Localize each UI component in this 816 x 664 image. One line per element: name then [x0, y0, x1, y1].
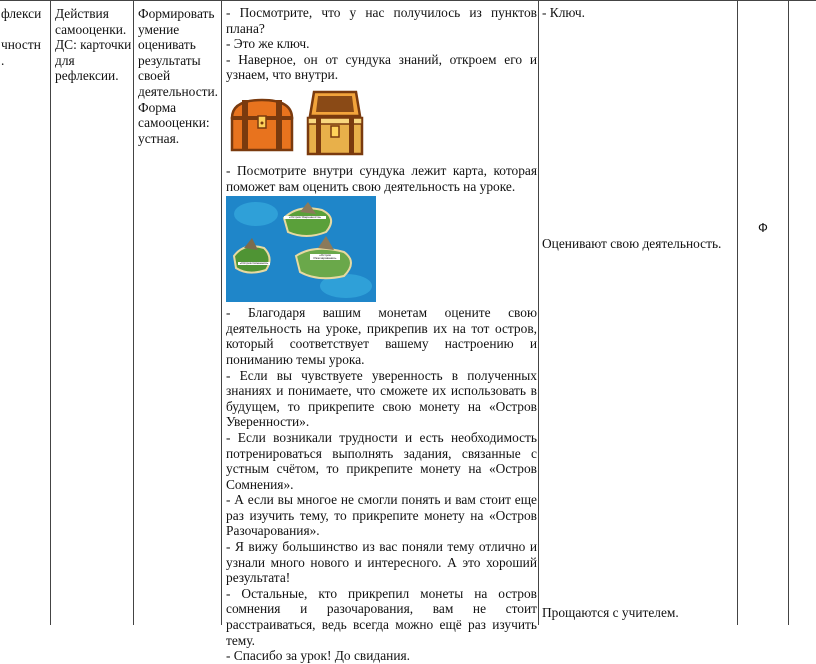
uud-text: ДС: карточки [55, 37, 132, 53]
map-icon [226, 196, 376, 302]
teacher-paragraph: - Остальные, кто прикрепил монеты на остров сомнения и разочарования, вам не стоит расстраиваться, ведь всегда можно ещё раз изучить тему. [226, 585, 537, 648]
table-top-border [0, 0, 816, 1]
uud-text: для [55, 52, 75, 68]
teacher-paragraph: - Посмотрите внутри сундука лежит карта, которая поможет вам оценить свою деятельность на уроке. [226, 162, 537, 194]
teacher-paragraph: - Если вы чувствуете уверенность в полученных знаниях и понимаете, что сможете их использовать в будущем, то прикрепите свою монету на «Остров Уверенности». [226, 367, 537, 430]
teacher-activity-column [226, 5, 537, 664]
teacher-paragraph: - Благодаря вашим монетам оцените свою деятельность на уроке, прикрепив их на тот остров, который соответствует вашему настроению и пониманию темы урока. [226, 305, 537, 367]
teacher-paragraph: - Я вижу большинство из вас поняли тему отлично и узнали много нового и интересного. А это хороший результата! [226, 539, 537, 586]
teacher-paragraph: - Это же ключ. [226, 36, 310, 52]
island-label: «Остров Уверенности» [284, 216, 326, 219]
form-column [740, 220, 786, 236]
goals-text: Формировать [138, 6, 215, 21]
goals-text: своей [138, 68, 171, 84]
stage-text: чностн [1, 37, 41, 53]
goals-text: устная. [138, 130, 180, 146]
student-text: Прощаются с учителем. [542, 605, 679, 620]
goals-text: деятельности. [138, 83, 219, 99]
teacher-paragraph: - Спасибо за урок! До свидания. [226, 648, 410, 664]
stage-text: . [1, 52, 5, 68]
goals-text: умение [138, 21, 180, 37]
teacher-paragraph: - Наверное, он от сундука знаний, откроем его и узнаем, что внутри. [226, 51, 537, 83]
stage-column [1, 6, 45, 68]
goals-column [138, 6, 218, 146]
closed-chest-icon [228, 96, 296, 154]
student-text: Оценивают свою деятельность. [542, 236, 722, 251]
open-chest-icon [304, 88, 366, 158]
column-divider [50, 0, 51, 625]
goals-text: самооценки: [138, 115, 210, 131]
chests-image [226, 86, 537, 160]
uud-text: Действия [55, 6, 109, 21]
form-letter: Ф [758, 220, 768, 235]
goals-text: оценивать [138, 37, 196, 53]
stage-text [1, 22, 45, 38]
column-divider [221, 0, 222, 625]
student-text: - Ключ. [542, 5, 585, 20]
teacher-paragraph: - Посмотрите, что у нас получилось из пунктов плана? [226, 5, 537, 36]
student-activity-column [542, 5, 732, 625]
column-divider [538, 0, 539, 625]
island-label: «Остров Сомнения» [239, 261, 269, 266]
island-label: «Остров Разочарования» [310, 254, 340, 260]
goals-text: результаты [138, 52, 201, 68]
goals-text: Форма [138, 99, 177, 115]
column-divider [737, 0, 738, 625]
teacher-paragraph: - Если возникали трудности и есть необходимость потренироваться выполнять задания, связанные с устным счётом, то прикрепите монету на «Остров Сомнения». [226, 429, 537, 492]
islands-map-image [226, 196, 376, 302]
uud-column [55, 6, 133, 84]
column-divider [788, 0, 789, 625]
stage-text: флекси [1, 6, 42, 21]
column-divider [133, 0, 134, 625]
uud-text: самооценки. [55, 21, 127, 37]
uud-text: рефлексии. [55, 68, 119, 84]
teacher-paragraph: - А если вы многое не смогли понять и вам стоит еще раз изучить тему, то прикрепите монету на «Остров Разочарования». [226, 492, 537, 539]
